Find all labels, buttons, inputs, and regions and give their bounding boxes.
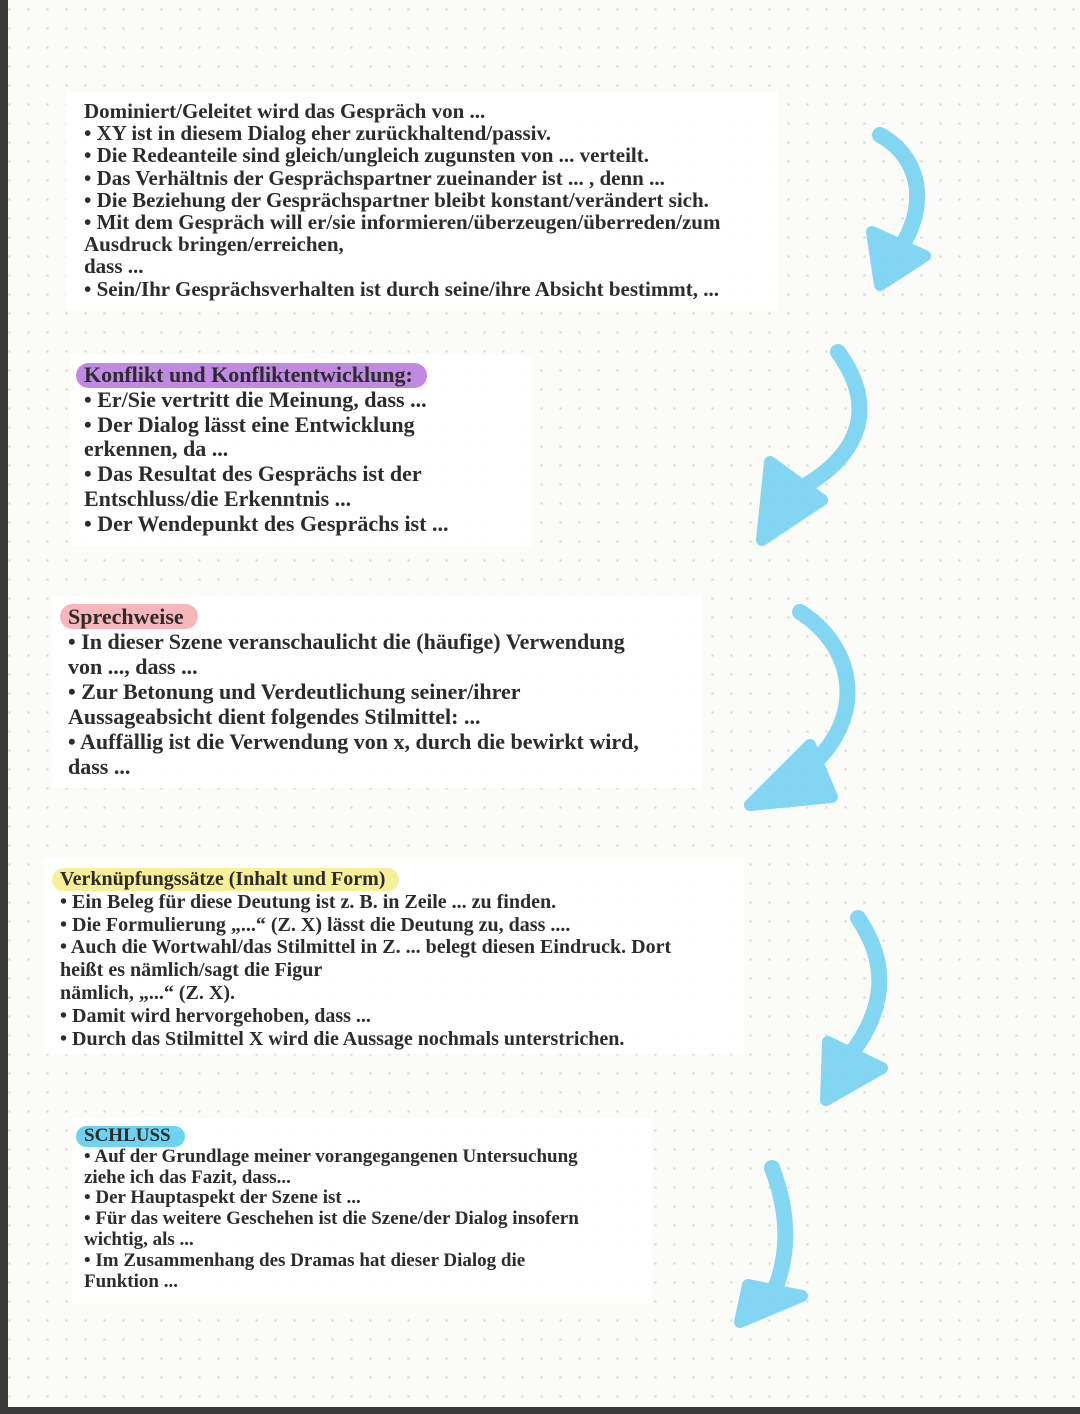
section-line: Entschluss/die Erkenntnis ... bbox=[84, 485, 352, 511]
section-line: Dominiert/Geleitet wird das Gespräch von ... bbox=[84, 99, 486, 123]
section-line: • Die Formulierung „...“ (Z. X) lässt die Deutung zu, dass .... bbox=[60, 913, 571, 936]
section-heading-sprechweise: Sprechweise bbox=[60, 604, 198, 629]
section-line: erkennen, da ... bbox=[84, 436, 229, 462]
section-line: • Das Verhältnis der Gesprächspartner zueinander ist ... , denn ... bbox=[84, 165, 665, 190]
section-line: • Er/Sie vertritt die Meinung, dass ... bbox=[84, 386, 427, 412]
section-line: • Die Beziehung der Gesprächspartner bleibt konstant/verändert sich. bbox=[84, 187, 709, 212]
hand-drawn-curved-arrow-icon bbox=[872, 135, 925, 285]
section-line: • Der Dialog lässt eine Entwicklung bbox=[84, 411, 415, 437]
section-line: • In dieser Szene veranschaulicht die (häufige) Verwendung bbox=[68, 629, 625, 654]
section-line: • Damit wird hervorgehoben, dass ... bbox=[60, 1004, 371, 1027]
section-line: • Das Resultat des Gesprächs ist der bbox=[84, 461, 422, 487]
section-line: • XY ist in diesem Dialog eher zurückhaltend/passiv. bbox=[84, 121, 552, 146]
section-line: • Die Redeanteile sind gleich/ungleich zugunsten von ... verteilt. bbox=[84, 143, 650, 168]
section-line: Funktion ... bbox=[84, 1270, 178, 1292]
section-line: wichtig, als ... bbox=[84, 1228, 194, 1250]
section-line: • Ein Beleg für diese Deutung ist z. B. in Zeile ... zu finden. bbox=[60, 890, 557, 913]
section-line: • Für das weitere Geschehen ist die Szene/der Dialog insofern bbox=[84, 1208, 579, 1230]
section-line: • Zur Betonung und Verdeutlichung seiner/ihrer bbox=[68, 679, 521, 704]
hand-drawn-curved-arrow-icon bbox=[762, 352, 859, 540]
hand-drawn-curved-arrow-icon bbox=[750, 612, 848, 805]
section-line: • Auffällig ist die Verwendung von x, durch die bewirkt wird, bbox=[68, 729, 639, 754]
section-line: Ausdruck bringen/erreichen, bbox=[84, 232, 344, 257]
section-line: • Auf der Grundlage meiner vorangegangenen Untersuchung bbox=[84, 1145, 578, 1167]
section-line: von ..., dass ... bbox=[68, 654, 198, 679]
section-line: • Mit dem Gespräch will er/sie informieren/überzeugen/überreden/zum bbox=[84, 210, 721, 235]
section-line: dass ... bbox=[68, 754, 131, 779]
section-line: • Der Wendepunkt des Gesprächs ist ... bbox=[84, 510, 449, 536]
section-line: • Auch die Wortwahl/das Stilmittel in Z. ... belegt diesen Eindruck. Dort bbox=[60, 936, 672, 959]
section-heading-schluss: SCHLUSS bbox=[76, 1126, 185, 1147]
section-line: dass ... bbox=[84, 254, 144, 279]
section-heading-konflikt: Konflikt und Konfliktentwicklung: bbox=[76, 363, 427, 388]
hand-drawn-curved-arrow-icon bbox=[740, 1168, 802, 1322]
section-line: ziehe ich das Fazit, dass... bbox=[84, 1166, 291, 1188]
section-line: • Der Hauptaspekt der Szene ist ... bbox=[84, 1187, 361, 1209]
section-line: • Durch das Stilmittel X wird die Aussage nochmals unterstrichen. bbox=[60, 1027, 625, 1050]
section-line: heißt es nämlich/sagt die Figur bbox=[60, 959, 323, 982]
hand-drawn-curved-arrow-icon bbox=[826, 918, 882, 1100]
section-heading-verknuepfung: Verknüpfungssätze (Inhalt und Form) bbox=[52, 868, 399, 891]
section-line: • Sein/Ihr Gesprächsverhalten ist durch seine/ihre Absicht bestimmt, ... bbox=[84, 276, 720, 301]
section-line: • Im Zusammenhang des Dramas hat dieser Dialog die bbox=[84, 1249, 526, 1271]
section-line: nämlich, „...“ (Z. X). bbox=[60, 981, 235, 1004]
section-line: Aussageabsicht dient folgendes Stilmittel: ... bbox=[68, 704, 481, 729]
